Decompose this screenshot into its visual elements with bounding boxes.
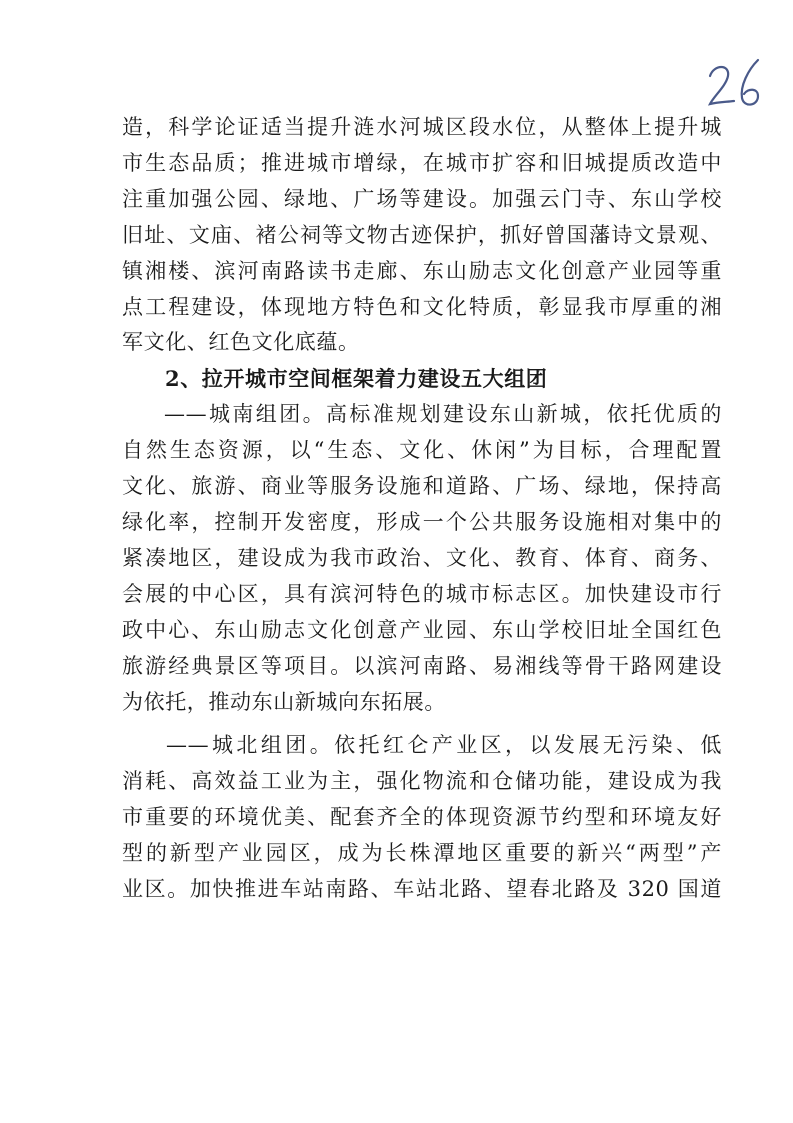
- north-line: ——城北组团。依托红仑产业区，以发展无污染、低: [166, 733, 722, 758]
- north-line: 型的新型产业园区，成为长株潭地区重要的新兴“两型”产: [122, 841, 722, 866]
- page-number: [702, 56, 772, 112]
- handwritten-page-number-icon: [702, 56, 772, 112]
- south-line: 政中心、东山励志文化创意产业园、东山学校旧址全国红色: [122, 617, 722, 642]
- intro-line: 点工程建设，体现地方特色和文化特质，彰显我市厚重的湘: [122, 294, 722, 319]
- intro-line: 旧址、文庙、褚公祠等文物古迹保护，抓好曾国藩诗文景观、: [122, 222, 722, 247]
- south-line: 文化、旅游、商业等服务设施和道路、广场、绿地，保持高: [122, 474, 722, 499]
- intro-line: 造，科学论证适当提升涟水河城区段水位，从整体上提升城: [122, 115, 722, 139]
- south-line: 自然生态资源，以“生态、文化、休闲”为目标，合理配置: [122, 438, 722, 463]
- north-line: 业区。加快推进车站南路、车站北路、望春北路及 320 国道: [122, 877, 722, 902]
- intro-line: 镇湘楼、滨河南路读书走廊、东山励志文化创意产业园等重: [122, 258, 722, 283]
- intro-line: 注重加强公园、绿地、广场等建设。加强云门寺、东山学校: [122, 186, 722, 211]
- document-body: [122, 110, 722, 908]
- north-line: 消耗、高效益工业为主，强化物流和仓储功能，建设成为我: [122, 769, 722, 794]
- south-line: 旅游经典景区等项目。以滨河南路、易湘线等骨干路网建设: [122, 653, 722, 678]
- section-heading: 2、拉开城市空间框架着力建设五大组团: [165, 366, 548, 392]
- intro-line: 军文化、红色文化底蕴。: [122, 330, 360, 355]
- north-cluster-paragraph: [122, 728, 722, 908]
- intro-paragraph: [122, 110, 722, 361]
- intro-line: 市生态品质；推进城市增绿，在城市扩容和旧城提质改造中: [122, 150, 722, 175]
- south-line: 绿化率，控制开发密度，形成一个公共服务设施相对集中的: [122, 509, 722, 534]
- south-cluster-paragraph: [122, 397, 722, 720]
- south-line: ——城南组团。高标准规划建设东山新城，依托优质的: [164, 402, 722, 427]
- south-line: 紧凑地区，建设成为我市政治、文化、教育、体育、商务、: [122, 545, 722, 570]
- north-line: 市重要的环境优美、配套齐全的体现资源节约型和环境友好: [122, 805, 722, 830]
- south-line: 为依托，推动东山新城向东拓展。: [122, 689, 446, 714]
- south-line: 会展的中心区，具有滨河特色的城市标志区。加快建设市行: [122, 581, 722, 606]
